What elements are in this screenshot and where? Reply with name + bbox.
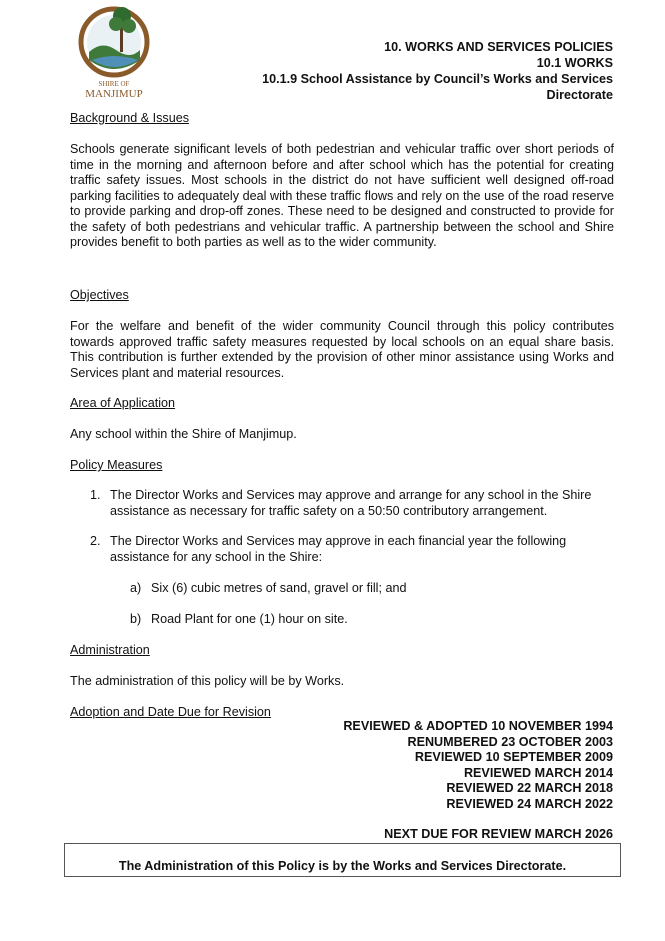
measures-heading: Policy Measures: [70, 458, 163, 472]
review-entry: RENUMBERED 23 OCTOBER 2003: [407, 734, 613, 749]
sub-measure-text: Road Plant for one (1) hour on site.: [151, 612, 348, 626]
sub-measure-letter: b): [130, 612, 142, 626]
logo-text-line2: MANJIMUP: [85, 88, 143, 100]
administration-heading: Administration: [70, 643, 150, 657]
review-entry: REVIEWED & ADOPTED 10 NOVEMBER 1994: [343, 719, 613, 733]
administration-text: The administration of this policy will be by Works.: [70, 674, 345, 688]
sub-measure-letter: a): [130, 581, 142, 595]
area-heading: Area of Application: [70, 396, 176, 410]
measure-text: The Director Works and Services may approve in each financial year the following assistance for any school in the Shire:: [110, 534, 567, 564]
sub-measure-item: [130, 612, 348, 628]
shire-logo: [72, 0, 156, 100]
adoption-heading: Adoption and Date Due for Revision: [70, 705, 271, 719]
objectives-text: For the welfare and benefit of the wider community Council through this policy contributes towards approved traffic safety measures requested by local schools on an equal share basis. This contribution is further extended by the provision of other minor assistance using Works and Services plant and material resources.: [70, 319, 614, 380]
header-line-4: Directorate: [546, 88, 613, 102]
review-entry: REVIEWED MARCH 2014: [463, 765, 613, 780]
measure-number: 2.: [90, 534, 101, 548]
next-review-date: NEXT DUE FOR REVIEW MARCH 2026: [384, 827, 613, 841]
footer-text: The Administration of this Policy is by the Works and Services Directorate.: [118, 859, 567, 873]
review-history: [343, 719, 613, 812]
review-entry: REVIEWED 24 MARCH 2022: [446, 796, 613, 811]
header-line-2: 10.1 WORKS: [536, 56, 613, 70]
header-line-3: 10.1.9 School Assistance by Council’s Works and Services: [262, 72, 613, 86]
header-line-1: 10. WORKS AND SERVICES POLICIES: [384, 40, 613, 54]
background-text: Schools generate significant levels of both pedestrian and vehicular traffic over short periods of time in the morning and afternoon before and after school which has the potential for creating traffic safety issues. Most schools in the district do not have sufficient well designed off-road parking facilities to adequately deal with these traffic flows and rely on the use of the road reserve to provide parking and drop-off zones. These need to be designed and constructed to provide for the safety of both pedestrians and vehicular traffic. A partnership between the school and Shire provides benefit to both parties as well as to the wider community.: [70, 142, 614, 249]
area-text: Any school within the Shire of Manjimup.: [70, 427, 297, 441]
footer-box: [64, 843, 621, 877]
measure-number: 1.: [90, 488, 101, 502]
objectives-heading: Objectives: [70, 288, 129, 302]
background-heading: Background & Issues: [70, 111, 190, 125]
review-entry: REVIEWED 22 MARCH 2018: [446, 781, 613, 795]
policy-header: [193, 39, 613, 103]
logo-tree-crown-right: [122, 19, 136, 33]
review-entry: REVIEWED 10 SEPTEMBER 2009: [414, 750, 613, 764]
sub-measure-text: Six (6) cubic metres of sand, gravel or fill; and: [151, 581, 407, 595]
measure-text: The Director Works and Services may approve and arrange for any school in the Shire assistance as necessary for traffic safety on a 50:50 contributory arrangement.: [110, 488, 592, 518]
sub-measure-item: [130, 581, 406, 597]
logo-tree-crown-left: [109, 17, 123, 31]
logo-text-line1: SHIRE OF: [98, 80, 130, 88]
